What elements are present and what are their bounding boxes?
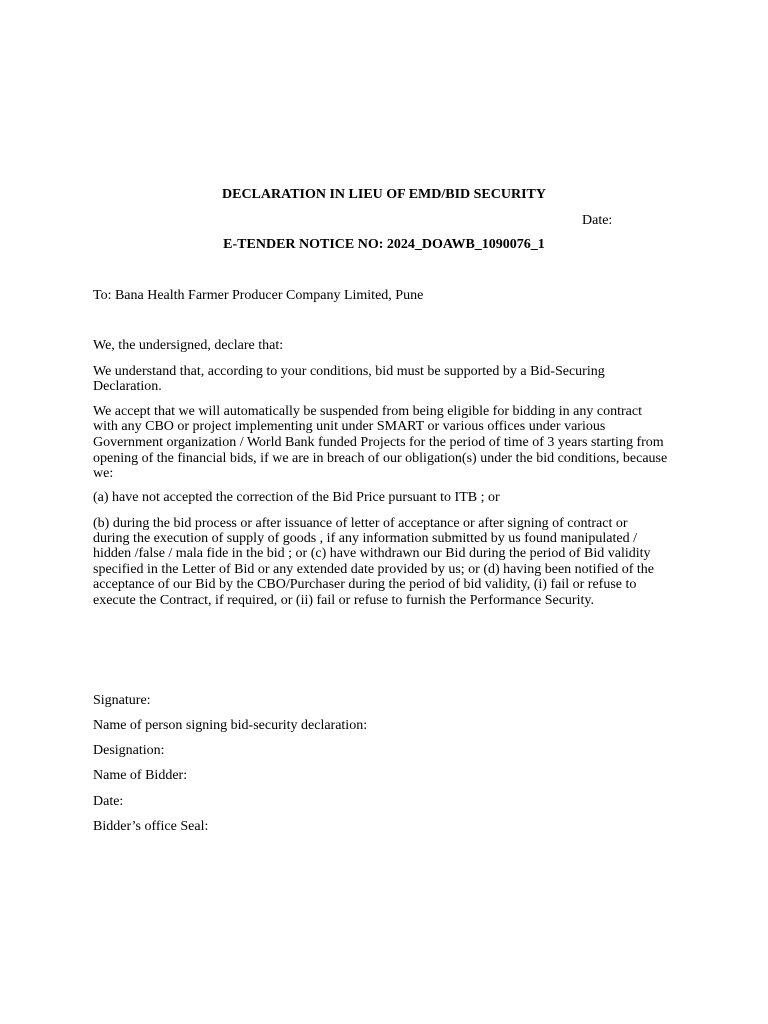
declaration-heading: DECLARATION IN LIEU OF EMD/BID SECURITY bbox=[222, 187, 546, 202]
sign-date-label: Date: bbox=[93, 794, 124, 809]
paragraph-line: opening of the financial bids, if we are in breach of our obligation(s) under the bid conditions, because bbox=[93, 451, 668, 466]
clause-a: (a) have not accepted the correction of the Bid Price pursuant to ITB ; or bbox=[93, 490, 500, 505]
paragraph-line: Declaration. bbox=[93, 379, 162, 394]
tender-notice-number: E-TENDER NOTICE NO: 2024_DOAWB_1090076_1 bbox=[223, 237, 545, 252]
paragraph-line: with any CBO or project implementing unit under SMART or various offices under various bbox=[93, 419, 606, 434]
addressee-line: To: Bana Health Farmer Producer Company Limited, Pune bbox=[93, 288, 424, 303]
bidder-name-label: Name of Bidder: bbox=[93, 768, 188, 783]
paragraph-line: specified in the Letter of Bid or any extended date provided by us; or (d) having been notified of the bbox=[93, 562, 654, 577]
paragraph-line: we: bbox=[93, 466, 114, 481]
paragraph-line: hidden /false / mala fide in the bid ; or (c) have withdrawn our Bid during the period of Bid validity bbox=[93, 546, 651, 561]
office-seal-label: Bidder’s office Seal: bbox=[93, 819, 209, 834]
date-label: Date: bbox=[582, 213, 613, 228]
paragraph-line: (b) during the bid process or after issuance of letter of acceptance or after signing of contract or bbox=[93, 516, 628, 531]
signature-label: Signature: bbox=[93, 693, 151, 708]
declaration-intro: We, the undersigned, declare that: bbox=[93, 338, 284, 353]
signer-name-label: Name of person signing bid-security declaration: bbox=[93, 718, 368, 733]
paragraph-line: We understand that, according to your conditions, bid must be supported by a Bid-Securing bbox=[93, 364, 605, 379]
paragraph-line: execute the Contract, if required, or (ii) fail or refuse to furnish the Performance Security. bbox=[93, 593, 594, 608]
paragraph-line: We accept that we will automatically be suspended from being eligible for bidding in any contract bbox=[93, 404, 642, 419]
paragraph-line: Government organization / World Bank funded Projects for the period of time of 3 years starting from bbox=[93, 435, 664, 450]
designation-label: Designation: bbox=[93, 743, 165, 758]
paragraph-line: during the execution of supply of goods , if any information submitted by us found manipulated / bbox=[93, 531, 637, 546]
paragraph-line: acceptance of our Bid by the CBO/Purchaser during the period of bid validity, (i) fail or refuse to bbox=[93, 577, 637, 592]
